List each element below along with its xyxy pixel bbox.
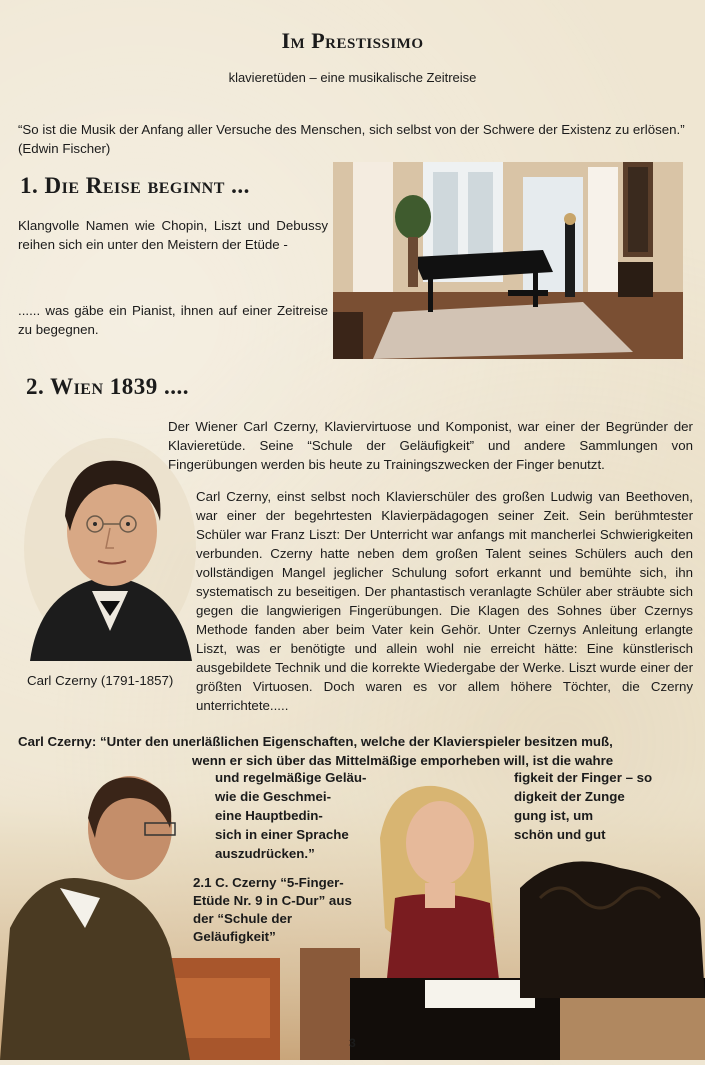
intro-quote: “So ist die Musik der Anfang aller Versuche des Menschen, sich selbst von der Schwere der Existenz zu erlösen.” (Edwin Fischer)	[18, 122, 685, 156]
quote-right-row-1: figkeit der Finger – so	[514, 770, 653, 785]
section1-paragraph-2: ...... was gäbe ein Pianist, ihnen auf einer Zeitreise zu begegnen.	[18, 303, 328, 337]
page-number: 3	[349, 1036, 356, 1050]
quote-right-row-4: schön und gut	[514, 827, 606, 842]
czerny-quote-lead: Carl Czerny: “Unter den unerläßlichen Eigenschaften, welche der Klavierspieler besitzen muß,	[18, 734, 613, 749]
quote-left-row-1: und regelmäßige Geläu-	[215, 770, 367, 785]
quote-right-row-2: digkeit der Zunge	[514, 789, 625, 804]
music-example-caption: 2.1 C. Czerny “5-Finger-Etüde Nr. 9 in C-Dur” aus der “Schule der Geläufigkeit”	[193, 875, 352, 944]
section2-paragraph-2: Carl Czerny, einst selbst noch Klavierschüler des großen Ludwig van Beethoven, war einer der begehrtesten Klavierpädagogen seiner Zeit. Sein berühmtester Schüler war Franz Liszt: Der Unterricht war anfangs mit mancherlei Schwierigkeiten verbunden. Czerny hatte neben dem großen Talent seines Schülers auch den vollständigen Mangel jeglicher Schulung sofort erkannt und bemühte sich, ihn systematisch zu beseitigen. Der phantastisch veranlagte Schüler aber sträubte sich gegen die langwierigen Fingerübungen. Die Klagen des Sohnes über Czernys Methode fanden aber beim Vater kein Gehör. Unter Czernys Anleitung erlangte Liszt, was er benötigte und allein wohl nie erreicht hätte: Eine künstlerisch ausgebildete Technik und die korrekte Wiedergabe der Werke. Liszt wurde einer der größten Virtuosen. Doch waren es vor allem höhere Töchter, die Czerny unterrichtete.....	[196, 489, 693, 713]
portrait-caption: Carl Czerny (1791-1857)	[27, 673, 174, 688]
quote-right-row-3: gung ist, um	[514, 808, 594, 823]
page-subtitle: klavieretüden – eine musikalische Zeitreise	[228, 70, 477, 85]
quote-left-row-3: eine Hauptbedin-	[215, 808, 323, 823]
section1-paragraph-1: Klangvolle Namen wie Chopin, Liszt und Debussy reihen sich ein unter den Meistern der Etüde -	[18, 218, 328, 252]
czerny-quote-line-2: wenn er sich über das Mittelmäßige emporheben will, ist die wahre	[192, 753, 614, 768]
quote-left-row-5: auszudrücken.”	[215, 846, 315, 861]
section2-paragraph-1: Der Wiener Carl Czerny, Klaviervirtuose und Komponist, war einer der Begründer der Klavieretüde. Seine “Schule der Geläufigkeit” und andere Sammlungen von Fingerübungen werden bis heute zu Trainingszwecken der Finger benutzt.	[168, 419, 693, 472]
page-title: Im Prestissimo	[281, 28, 424, 53]
piano-room-photo	[333, 162, 683, 359]
czerny-portrait	[20, 436, 200, 661]
quote-left-row-4: sich in einer Sprache	[215, 827, 349, 842]
section1-heading: 1. Die Reise beginnt ...	[20, 173, 250, 198]
section2-heading: 2. Wien 1839 ....	[26, 374, 190, 399]
quote-left-row-2: wie die Geschmei-	[215, 789, 332, 804]
